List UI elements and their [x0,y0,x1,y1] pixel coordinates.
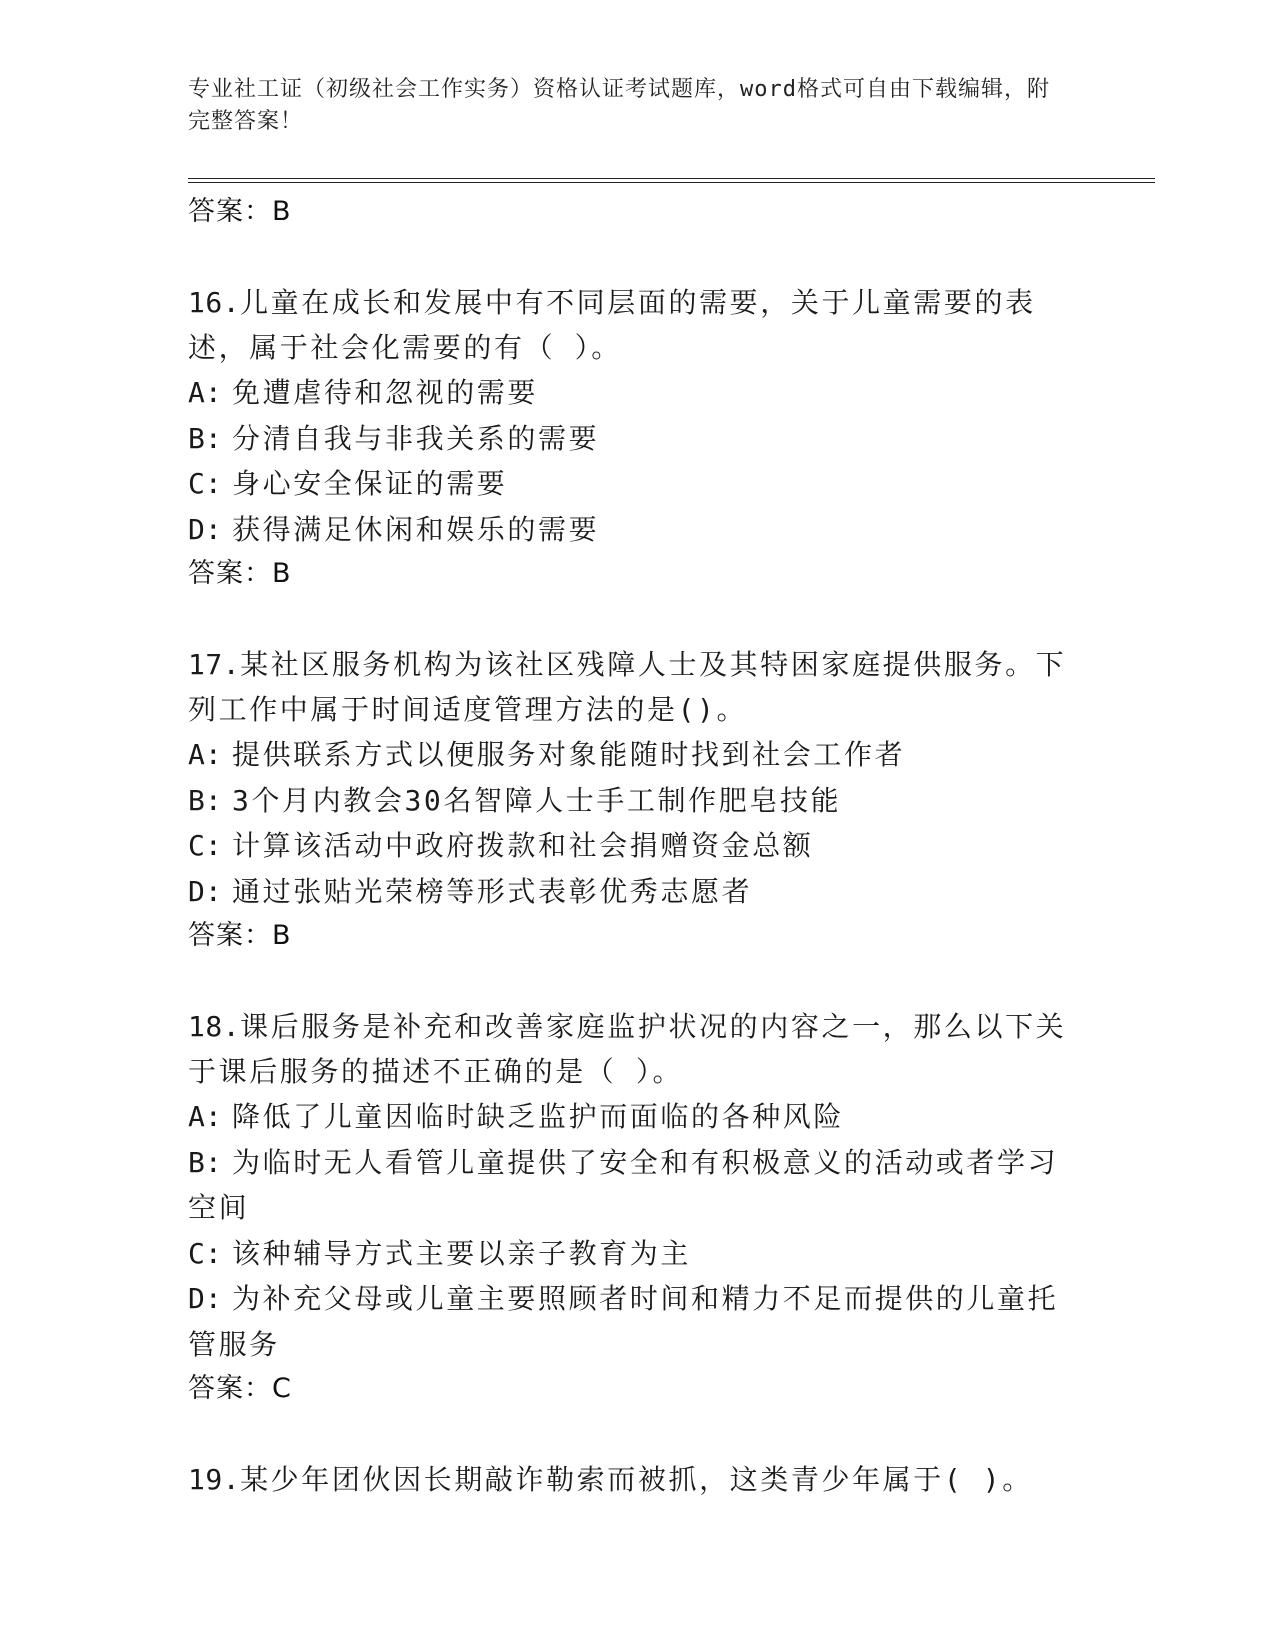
option-text: 计算该活动中政府拨款和社会捐赠资金总额 [232,829,814,862]
option-c [188,1231,1078,1277]
option-text: 身心安全保证的需要 [232,467,508,500]
option-key: C: [188,467,222,500]
question-text [188,280,1078,370]
option-key: C: [188,829,222,862]
option-a [188,1094,1078,1140]
header-rule-bottom [188,182,1155,183]
option-key: D: [188,874,222,908]
question-item [188,280,1078,596]
answer-line: 答案：B [188,196,292,227]
page-header: 专业社工证（初级社会工作实务）资格认证考试题库，word格式可自由下载编辑，附完整答案！ [188,77,1050,134]
option-text: 免遭虐待和忽视的需要 [232,376,539,409]
question-stem: 某少年团伙因长期敲诈勒索而被抓，这类青少年属于( )。 [240,1463,1033,1496]
option-c [188,823,1078,869]
option-key: C: [188,1236,222,1270]
question-item [188,642,1078,958]
answer-line: 答案：C [188,1373,292,1404]
question-stem: 课后服务是补充和改善家庭监护状况的内容之一，那么以下关于课后服务的描述不正确的是（ ）。 [188,1010,1067,1088]
option-text: 提供联系方式以便服务对象能随时找到社会工作者 [232,738,906,771]
option-d [188,1276,1078,1367]
option-key: B: [188,1145,222,1179]
option-text: 为补充父母或儿童主要照顾者时间和精力不足而提供的儿童托管服务 [188,1282,1059,1361]
option-text: 该种辅导方式主要以亲子教育为主 [232,1236,692,1270]
option-text: 为临时无人看管儿童提供了安全和有积极意义的活动或者学习空间 [188,1145,1059,1224]
option-a [188,732,1078,778]
question-text [188,1457,1078,1502]
question-number: 18. [188,1010,241,1043]
answer-line: 答案：B [188,920,292,951]
question-stem: 儿童在成长和发展中有不同层面的需要，关于儿童需要的表述，属于社会化需要的有（ ）。 [188,286,1036,364]
option-c [188,461,1078,507]
option-text: 获得满足休闲和娱乐的需要 [232,512,600,546]
option-b [188,416,1078,462]
option-b [188,778,1078,824]
option-text: 分清自我与非我关系的需要 [232,421,600,455]
option-key: B: [188,421,222,455]
question-number: 19. [188,1463,241,1496]
question-text [188,642,1078,732]
question-number: 17. [188,648,241,681]
question-list [188,190,1078,1502]
option-text: 降低了儿童因临时缺乏监护而面临的各种风险 [232,1100,845,1133]
option-key: B: [188,783,222,817]
option-key: A: [188,738,222,771]
option-d [188,869,1078,915]
question-text [188,1004,1078,1094]
option-text: 通过张贴光荣榜等形式表彰优秀志愿者 [232,874,753,908]
question-stem: 某社区服务机构为该社区残障人士及其特困家庭提供服务。下列工作中属于时间适度管理方法的是()。 [188,648,1067,726]
option-key: D: [188,512,222,546]
question-item [188,1004,1078,1411]
question-number: 16. [188,286,241,319]
option-key: A: [188,376,222,409]
option-b [188,1140,1078,1231]
option-a [188,370,1078,416]
option-key: A: [188,1100,222,1133]
header-rule-top [188,178,1155,179]
option-key: D: [188,1282,222,1315]
answer-line: 答案：B [188,558,292,589]
option-d [188,507,1078,553]
option-text: 3个月内教会30名智障人士手工制作肥皂技能 [232,783,842,817]
question-item [188,1457,1078,1502]
